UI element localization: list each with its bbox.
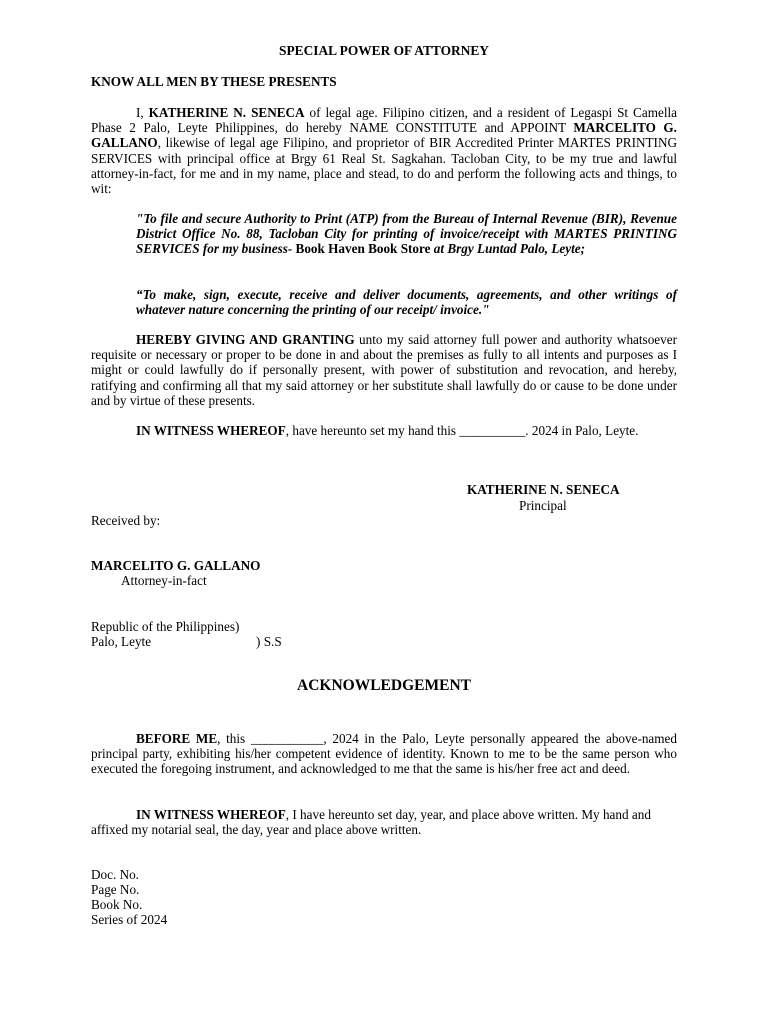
principal-signature-role: Principal (519, 498, 567, 513)
business-name: Book Haven Book Store (292, 241, 434, 257)
appointment-text-1: of legal age. Filipino citizen, and a resident of Legaspi St Camella Phase 2 Palo, Leyte Philippines, do hereby NAME CONSTITUTE and APPOINT (91, 105, 677, 136)
witness-paragraph (91, 423, 677, 438)
know-all-heading: KNOW ALL MEN BY THESE PRESENTS (91, 74, 337, 89)
attorney-signature-role: Attorney-in-fact (121, 573, 207, 588)
venue-ss: ) S.S (256, 634, 282, 649)
page-no-label: Page No. (91, 882, 140, 897)
attorney-name-inline: MARCELITO G. GALLANO (91, 120, 677, 151)
principal-name-inline: KATHERINE N. SENECA (148, 105, 305, 120)
book-no-label: Book No. (91, 897, 143, 912)
business-address: at Brgy Luntad Palo, Leyte; (433, 241, 586, 257)
appointment-text-2: , likewise of legal age Filipino, and proprietor of BIR Accredited Printer MARTES PRINTING SERVICES with principal office at Brgy 61 Real St. Sagkahan. Tacloban City, to be my true and lawful attorney-in-fact, for me and in my name, place and stead, to do and perform the following acts and things, to wit: (91, 135, 677, 197)
act-one-quote (136, 211, 677, 257)
act-one-text: "To file and secure Authority to Print (ATP) from the Bureau of Internal Revenue (BIR), Revenue District Office No. 88, Tacloban City for printing of invoice/receipt with MARTES PRINTING SERVICES for my business- (136, 211, 677, 257)
before-me-paragraph (91, 731, 677, 777)
notary-witness-lead: IN WITNESS WHEREOF (136, 807, 286, 822)
before-me-lead: BEFORE ME (136, 731, 218, 746)
venue-line-1: Republic of the Philippines) (91, 619, 240, 634)
notary-witness-text: , I have hereunto set day, year, and place above written. My hand and affixed my notarial seal, the day, year and place above written. (91, 807, 651, 838)
appointment-paragraph (91, 105, 677, 196)
appointment-intro: I, (136, 105, 149, 120)
doc-no-label: Doc. No. (91, 867, 139, 882)
act-two-quote: “To make, sign, execute, receive and deliver documents, agreements, and other writings of whatever nature concerning the printing of our receipt/ invoice." (136, 287, 677, 318)
acknowledgement-title: ACKNOWLEDGEMENT (297, 677, 471, 694)
series-label: Series of 2024 (91, 912, 168, 927)
attorney-signature-name: MARCELITO G. GALLANO (91, 558, 261, 573)
granting-lead: HEREBY GIVING AND GRANTING (136, 332, 355, 347)
received-by-label: Received by: (91, 513, 161, 528)
granting-paragraph (91, 332, 677, 408)
document-title: SPECIAL POWER OF ATTORNEY (279, 43, 489, 58)
venue-line-2: Palo, Leyte (91, 634, 152, 649)
granting-text: unto my said attorney full power and authority whatsoever requisite or necessary or proper to be done in and about the premises as fully to all intents and purposes as I might or could lawfully do if personally present, with power of substitution and revocation, and hereby, ratifying and confirming all that my said attorney or her substitute shall lawfully do or cause to be done under and by virtue of these presents. (91, 332, 677, 408)
witness-lead: IN WITNESS WHEREOF (136, 423, 286, 438)
principal-signature-name: KATHERINE N. SENECA (467, 482, 620, 497)
notary-witness-paragraph (91, 807, 677, 837)
before-me-text: , this ___________, 2024 in the Palo, Leyte personally appeared the above-named principal party, exhibiting his/her competent evidence of identity. Known to me to be the same person who executed the foregoing instrument, and acknowledged to me that the same is his/her free act and deed. (91, 731, 677, 777)
witness-text: , have hereunto set my hand this __________. 2024 in Palo, Leyte. (285, 423, 639, 438)
